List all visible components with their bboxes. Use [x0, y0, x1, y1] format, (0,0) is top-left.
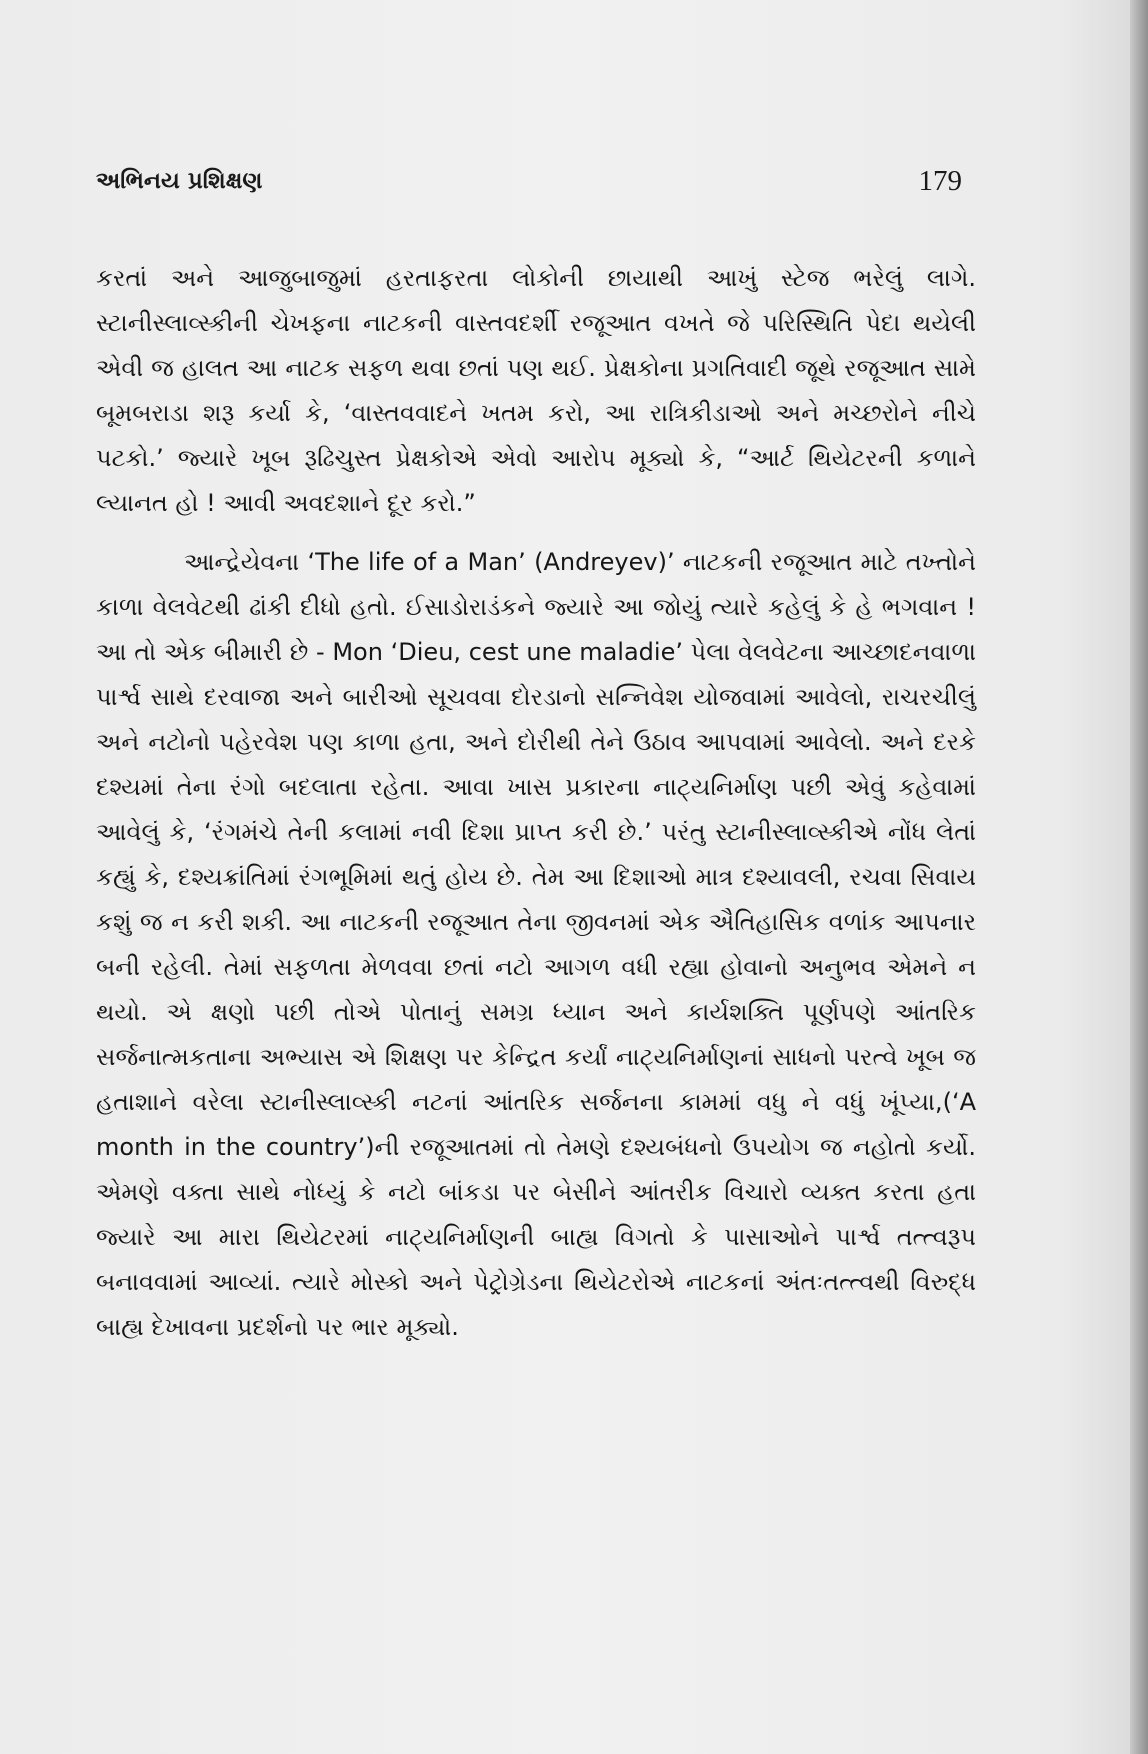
paragraph-1: કરતાં અને આજુબાજુમાં હરતાફરતા લોકોની છાયાથી આખું સ્ટેજ ભરેલું લાગે. સ્ટાનીસ્લાવ્સ્કીની ચેખફના નાટકની વાસ્તવદર્શી રજૂઆત વખતે જે પરિસ્થિતિ પેદા થયેલી એવી જ હાલત આ નાટક સફળ થવા છતાં પણ થઈ. પ્રેક્ષકોના પ્રગતિવાદી જૂથે રજૂઆત સામે બૂમબરાડા શરૂ કર્યા કે, ‘વાસ્તવવાદને ખતમ કરો, આ રાત્રિકીડાઓ અને મચ્છરોને નીચે પટકો.’ જ્યારે ખૂબ રૂઢિચુસ્ત પ્રેક્ષકોએ એવો આરોપ મૂક્યો કે, “આર્ટ થિયેટરની કળાને લ્યાનત હો ! આવી અવદશાને દૂર કરો.”: [96, 264, 976, 517]
running-head: અભિનય પ્રશિક્ષણ: [96, 168, 263, 194]
page-number: 179: [918, 165, 962, 197]
paragraph-2: આન્દ્રેયેવના ‘The life of a Man’ (Andreyev)’ નાટકની રજૂઆત માટે તખ્તોને કાળા વેલવેટથી ઢાંકી દીધો હતો. ઈસાડોરાડંકને જ્યારે આ જોયું ત્યારે કહેલું કે હે ભગવાન ! આ તો એક બીમારી છે - Mon ‘Dieu, cest une maladie’ પેલા વેલવેટના આચ્છાદનવાળા પાર્શ્વ સાથે દરવાજા અને બારીઓ સૂચવવા દોરડાનો સન્નિવેશ યોજવામાં આવેલો, રાચરચીલું અને નટોનો પહેરવેશ પણ કાળા હતા, અને દોરીથી તેને ઉઠાવ આપવામાં આવેલો. અને દરકે દશ્યમાં તેના રંગો બદલાતા રહેતા. આવા ખાસ પ્રકારના નાટ્યનિર્માણ પછી એવું કહેવામાં આવેલું કે, ‘રંગમંચે તેની કલામાં નવી દિશા પ્રાપ્ત કરી છે.’ પરંતુ સ્ટાનીસ્લાવ્સ્કીએ નોંધ લેતાં કહ્યું કે, દશ્યક્રાંતિમાં રંગભૂમિમાં થતું હોય છે. તેમ આ દિશાઓ માત્ર દશ્યાવલી, રચવા સિવાય કશું જ ન કરી શકી. આ નાટકની રજૂઆત તેના જીવનમાં એક ઐતિહાસિક વળાંક આપનાર બની રહેલી. તેમાં સફળતા મેળવવા છતાં નટો આગળ વધી રહ્યા હોવાનો અનુભવ એમને ન થયો. એ ક્ષણો પછી તોએ પોતાનું સમગ્ર ધ્યાન અને કાર્યશક્તિ પૂર્ણપણે આંતરિક સર્જનાત્મકતાના અભ્યાસ એ શિક્ષણ પર કેન્દ્રિત કર્યાં નાટ્યનિર્માણનાં સાધનો પરત્વે ખૂબ જ હતાશાને વરેલા સ્ટાનીસ્લાવ્સ્કી નટનાં આંતરિક સર્જનના કામમાં વધુ ને વધું ખૂંપ્યા,(‘A month in the country’)ની રજૂઆતમાં તો તેમણે દશ્યબંધનો ઉપયોગ જ નહોતો કર્યો. એમણે વક્તા સાથે નોધ્યું કે નટો બાંકડા પર બેસીને આંતરીક વિચારો વ્યક્ત કરતા હતા જ્યારે આ મારા થિયેટરમાં નાટ્યનિર્માણની બાહ્ય વિગતો કે પાસાઓને પાર્શ્વ તત્ત્વરૂપ બનાવવામાં આવ્યાં. ત્યારે મોસ્કો અને પેટ્રોગ્રેડના થિયેટરોએ નાટકનાં અંતઃતત્ત્વથી વિરુદ્ધ બાહ્ય દેખાવના પ્રદર્શનો પર ભાર મૂક્યો.: [96, 548, 976, 1341]
body-text: [96, 256, 976, 1350]
page-edge-shadow: [1130, 0, 1148, 1754]
